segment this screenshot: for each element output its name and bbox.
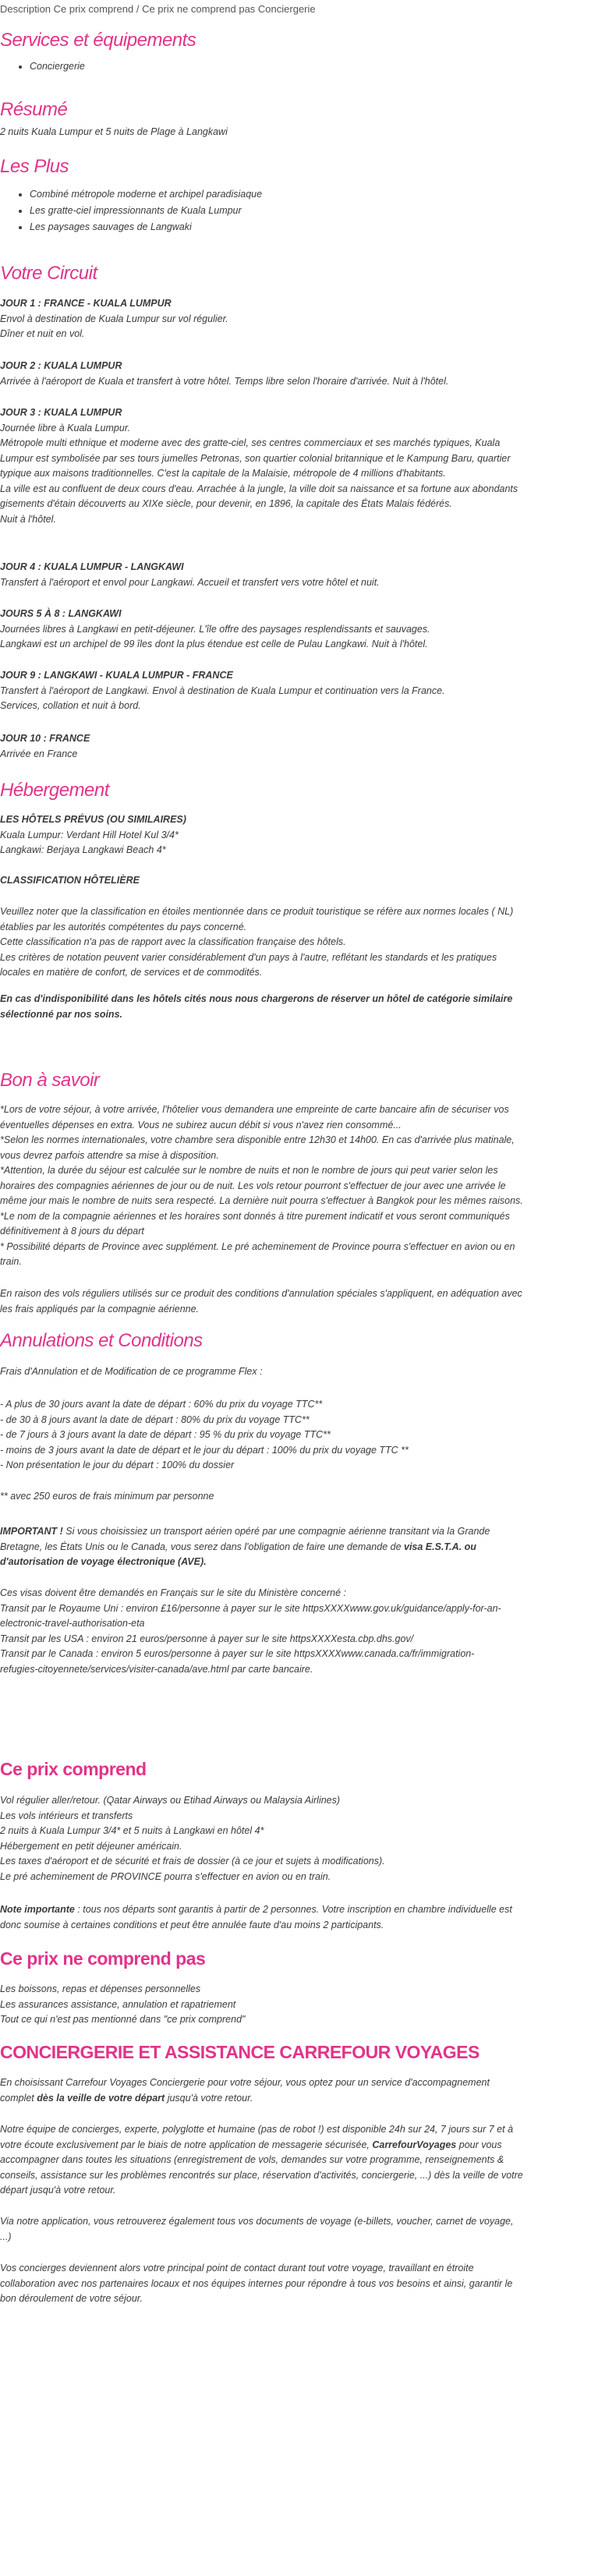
plus-title: Les Plus	[0, 156, 69, 177]
classification-text	[0, 904, 591, 981]
day-line: typique aux maisons traditionnelles. C'est la capitale de la Malaisie, métropole de 4 millions d'habitants.	[0, 468, 446, 479]
day-line: Journées libres à Langkawi en petit-déjeuner. L'île offre des paysages resplendissants et sauvages.	[0, 623, 430, 635]
conciergerie-title: CONCIERGERIE ET ASSISTANCE CARREFOUR VOYAGES	[0, 2042, 480, 2062]
list-item: • Conciergerie	[30, 58, 591, 75]
text-line: sélectionné par nos soins.	[0, 1008, 122, 1020]
text-line: Hébergement en petit déjeuner américain.	[0, 1840, 182, 1852]
hotel-line: Langkawi: Berjaya Langkawi Beach 4*	[0, 844, 166, 855]
text-line: votre écoute exclusivement par le biais de notre application de messagerie sécurisée,	[0, 2139, 373, 2150]
day-heading: JOUR 4 : KUALA LUMPUR - LANGKAWI	[0, 561, 184, 572]
day-heading: JOUR 9 : LANGKAWI - KUALA LUMPUR - FRANCE	[0, 670, 233, 681]
day-2	[0, 359, 591, 389]
text-line: accompagner dans toutes les situations (enregistrement de vols, demandes sur votre programme, renseignements &	[0, 2154, 504, 2165]
resume-text: 2 nuits Kuala Lumpur et 5 nuits de Plage à Langkawi	[0, 126, 228, 137]
text-line: En choisissant Carrefour Voyages Conciergerie pour votre séjour, vous optez pour un service d'accompagnement	[0, 2077, 490, 2088]
prix-comprend-title: Ce prix comprend	[0, 1759, 147, 1779]
text-line: Transit par le Royaume Uni : environ £16/personne à payer sur le site httpsXXXXwww.gov.uk/guidance/apply-for-an-	[0, 1602, 501, 1614]
text-line: *Attention, la durée du séjour est calculée sur le nombre de nuits et non le nombre de jours qui peut varier selon les	[0, 1165, 498, 1176]
text-line: Le pré acheminement de PROVINCE pourra s'effectuer en avion ou en train.	[0, 1870, 331, 1882]
day-10	[0, 731, 591, 762]
day-4	[0, 560, 591, 590]
hotel-line: Kuala Lumpur: Verdant Hill Hotel Kul 3/4*	[0, 829, 179, 840]
day-line: Services, collation et nuit à bord.	[0, 700, 141, 711]
conciergerie-p1	[0, 2075, 591, 2106]
list-item: • Les gratte-ciel impressionnants de Kuala Lumpur	[30, 203, 591, 219]
annulations-rules	[0, 1397, 591, 1474]
text-line: pour vous	[456, 2139, 502, 2150]
text-line: - de 30 à 8 jours avant la date de départ : 80% du prix du voyage TTC**	[0, 1414, 310, 1425]
esta-line: d'autorisation de voyage électronique (AVE).	[0, 1556, 207, 1567]
day-line: Journée libre à Kuala Lumpur.	[0, 422, 130, 433]
text-line: les frais appliqués par la compagnie aérienne.	[0, 1303, 200, 1315]
note-importante	[0, 1902, 591, 1933]
day-line: Transfert à l'aéroport de Langkawi. Envol à destination de Kuala Lumpur et continuation vers la France.	[0, 685, 445, 696]
text-line: - moins de 3 jours avant la date de départ et le jour du départ : 100% du prix du voyage TTC **	[0, 1444, 409, 1456]
prix-ne-comprend-pas-list	[0, 1982, 591, 2028]
plus-list	[0, 186, 591, 235]
text-line: Cette classification n'a pas de rapport avec la classification française des hôtels.	[0, 936, 346, 947]
text-line: Les vols intérieurs et transferts	[0, 1810, 133, 1821]
visa-info	[0, 1586, 591, 1677]
day-heading: JOUR 3 : KUALA LUMPUR	[0, 407, 122, 418]
hotels-block	[0, 812, 591, 858]
text-line: Les assurances assistance, annulation et rapatriement	[0, 1998, 236, 2010]
text-line: éventuelles dépenses en extra. Vous ne subirez aucun débit si vous n'avez rien consommé...	[0, 1119, 402, 1131]
text-line: Notre équipe de concierges, experte, polyglotte et humaine (pas de robot !) est disponible 24h sur 24, 7 jours sur 7 et à	[0, 2124, 514, 2135]
text-line: Si vous choisissiez un transport aérien opéré par une compagnie aérienne transitant via la Grande	[62, 1526, 490, 1537]
text-line: Les taxes d'aéroport et de sécurité et frais de dossier (à ce jour et sujets à modifications).	[0, 1856, 385, 1867]
services-title: Services et équipements	[0, 30, 196, 51]
text-line: même jour mais le nombre de nuits sera respecté. La dernière nuit pourra s'effectuer à Bangkok pour les mêmes raisons.	[0, 1195, 523, 1206]
day-5-8	[0, 607, 591, 653]
text-line: Les boissons, repas et dépenses personnelles	[0, 1983, 201, 1994]
day-line: Nuit à l'hôtel.	[0, 513, 56, 525]
text-line: ...)	[0, 2231, 12, 2242]
bon-a-savoir-title: Bon à savoir	[0, 1070, 100, 1091]
text-line: En cas d'indisponibilité dans les hôtels cités nous nous chargerons de réserver un hôtel de catégorie similaire	[0, 993, 513, 1004]
text-line: définitivement à 8 jours du départ	[0, 1226, 144, 1237]
important-label: IMPORTANT !	[0, 1526, 63, 1537]
text-line: refugies-citoyennete/services/visiter-canada/ave.html par carte bancaire.	[0, 1663, 313, 1675]
text-line: - de 7 jours à 3 jours avant la date de départ : 95 % du prix du voyage TTC**	[0, 1429, 331, 1440]
list-item: • Combiné métropole moderne et archipel paradisiaque	[30, 186, 591, 203]
text-line: Transit par le Canada : environ 5 euros/personne à payer sur le site httpsXXXXwww.canada.ca/fr/immigration-	[0, 1648, 475, 1659]
conciergerie-p4	[0, 2261, 591, 2307]
text-line: jusqu'à votre retour.	[165, 2092, 253, 2104]
text-line: Vos concierges deviennent alors votre principal point de contact durant tout votre voyage, travaillant en étroite	[0, 2263, 474, 2273]
day-1	[0, 296, 591, 342]
day-line: Arrivée en France	[0, 748, 78, 759]
text-line: complet	[0, 2092, 37, 2104]
text-line: horaires des compagnies aériennes de jour ou de nuit. Les vols retour pourront s'effectuer de jour avec une arrivée le	[0, 1180, 506, 1191]
text-line: Vol régulier aller/retour. (Qatar Airways ou Etihad Airways ou Malaysia Airlines)	[0, 1795, 341, 1806]
min-fee: ** avec 250 euros de frais minimum par personne	[0, 1491, 214, 1502]
annulations-title: Annulations et Conditions	[0, 1330, 203, 1351]
day-line: Lumpur est symbolisée par ses tours jumelles Petronas, son quartier colonial britannique et le Kampung Baru, quartier	[0, 452, 511, 464]
text-line: train.	[0, 1256, 22, 1267]
circuit-title: Votre Circuit	[0, 263, 97, 284]
text-line: donc soumise à certaines conditions et peut être annulée faute d'au moins 2 participants.	[0, 1919, 384, 1930]
text-line: départ jusqu'à votre retour.	[0, 2185, 116, 2196]
text-line: Veuillez noter que la classification en étoiles mentionnée dans ce produit touristique se réfère aux normes locales ( NL)	[0, 906, 514, 917]
prix-comprend-list	[0, 1793, 591, 1884]
annulations-intro: Frais d'Annulation et de Modification de ce programme Flex :	[0, 1366, 263, 1377]
classification-heading: CLASSIFICATION HÔTELIÈRE	[0, 875, 140, 886]
note-label: Note importante	[0, 1904, 75, 1915]
prix-ne-comprend-pas-title: Ce prix ne comprend pas	[0, 1948, 206, 1969]
text-line: - A plus de 30 jours avant la date de départ : 60% du prix du voyage TTC**	[0, 1399, 323, 1410]
text-line: bon déroulement de votre séjour.	[0, 2293, 143, 2304]
day-line: Arrivée à l'aéroport de Kuala et transfert à votre hôtel. Temps libre selon l'horaire d'arrivée. Nuit à l'hôtel.	[0, 375, 449, 387]
text-line: Transit par les USA : environ 21 euros/personne à payer sur le site httpsXXXXesta.cbp.dhs.gov/	[0, 1633, 414, 1644]
day-line: Métropole multi ethnique et moderne avec des gratte-ciel, ses centres commerciaux et ses marchés typiques, Kuala	[0, 437, 501, 448]
text-line: * Possibilité départs de Province avec supplément. Le pré acheminement de Province pourra s'effectuer en avion ou en	[0, 1240, 515, 1252]
day-heading: JOUR 2 : KUALA LUMPUR	[0, 360, 122, 371]
text-line: Tout ce qui n'est pas mentionné dans "ce prix comprend"	[0, 2014, 246, 2025]
esta-label: visa E.S.T.A. ou	[404, 1541, 476, 1552]
text-line: Ces visas doivent être demandés en Français sur le site du Ministère concerné :	[0, 1587, 346, 1598]
day-heading: JOUR 10 : FRANCE	[0, 733, 90, 744]
day-line: Transfert à l'aéroport et envol pour Langkawi. Accueil et transfert vers votre hôtel et nuit.	[0, 576, 380, 588]
text-line: *Lors de votre séjour, à votre arrivée, l'hôtelier vous demandera une empreinte de carte bancaire afin de sécuriser vos	[0, 1104, 509, 1115]
important-note	[0, 1524, 591, 1570]
list-item: • Les paysages sauvages de Langwaki	[30, 219, 591, 235]
text-line: electronic-travel-authorisation-eta	[0, 1618, 145, 1629]
text-line: vous devrez parfois attendre sa mise à disposition.	[0, 1149, 219, 1161]
text-line: *Selon les normes internationales, votre chambre sera disponible entre 12h30 et 14h00. En cas d'arrivée plus matinale,	[0, 1134, 515, 1145]
day-3	[0, 405, 591, 527]
day-line: Envol à destination de Kuala Lumpur sur vol régulier.	[0, 313, 228, 324]
availability-warning	[0, 992, 591, 1022]
conciergerie-p2	[0, 2122, 591, 2199]
text-line: Bretagne, les États Unis ou le Canada, vous serez dans l'obligation de faire une demande de	[0, 1541, 404, 1552]
text-line: 2 nuits à Kuala Lumpur 3/4* et 5 nuits à Langkawi en hôtel 4*	[0, 1825, 264, 1836]
bold-text: dès la veille de votre départ	[37, 2092, 165, 2104]
text-line: Via notre application, vous retrouverez également tous vos documents de voyage (e-billets, voucher, carnet de voyage,	[0, 2216, 514, 2227]
day-line: Langkawi est un archipel de 99 îles dont la plus étendue est celle de Pulau Langkawi. Nuit à l'hôtel.	[0, 639, 428, 649]
text-line: Les critères de notation peuvent varier considérablement d'un pays à l'autre, reflétant les standards et les pratiques	[0, 951, 497, 963]
text-line: *Le nom de la compagnie aériennes et les horaires sont donnés à titre purement indicatif et vous seront communiqués	[0, 1210, 510, 1222]
day-line: La ville est au confluent de deux cours d'eau. Arrachée à la jungle, la ville doit sa naissance et sa fortune aux abondants	[0, 483, 518, 494]
day-line: gisements d'étain découverts au XIXe siècle, pour devenir, en 1896, la capitale des États Malais fédérés.	[0, 498, 452, 509]
hebergement-title: Hébergement	[0, 780, 109, 801]
hotels-heading: LES HÔTELS PRÉVUS (OU SIMILAIRES)	[0, 814, 186, 825]
services-list	[0, 58, 591, 75]
text-line: locales en matière de confort, de services et de commodités.	[0, 967, 263, 978]
day-heading: JOUR 1 : FRANCE - KUALA LUMPUR	[0, 298, 172, 309]
day-line: Dîner et nuit en vol.	[0, 328, 85, 339]
bon-a-savoir-text	[0, 1102, 591, 1270]
conciergerie-p3	[0, 2214, 591, 2245]
classification-heading-block	[0, 873, 591, 889]
text-line: : tous nos départs sont garantis à partir de 2 personnes. Votre inscription en chambre individuelle est	[74, 1904, 512, 1915]
text-line: conseils, assistance sur les problèmes rencontrés sur place, réservation d'activités, conciergerie, ...) dès la veille de votre	[0, 2169, 523, 2181]
bold-text: CarrefourVoyages	[372, 2139, 457, 2150]
text-line: En raison des vols réguliers utilisés sur ce produit des conditions d'annulation spéciales s'appliquent, en adéquation avec	[0, 1288, 522, 1299]
breadcrumb: Description Ce prix comprend / Ce prix ne comprend pas Conciergerie	[0, 3, 316, 15]
day-9	[0, 668, 591, 714]
text-line: - Non présentation le jour du départ : 100% du dossier	[0, 1460, 235, 1470]
text-line: établies par les autorités compétentes du pays concerné.	[0, 921, 247, 932]
day-heading: JOURS 5 À 8 : LANGKAWI	[0, 608, 122, 619]
resume-title: Résumé	[0, 99, 68, 120]
text-line: collaboration avec nos partenaires locaux et nos équipes internes pour répondre à tous vos besoins et ainsi, garantir le	[0, 2277, 513, 2289]
bon-a-savoir-annulation	[0, 1286, 591, 1317]
